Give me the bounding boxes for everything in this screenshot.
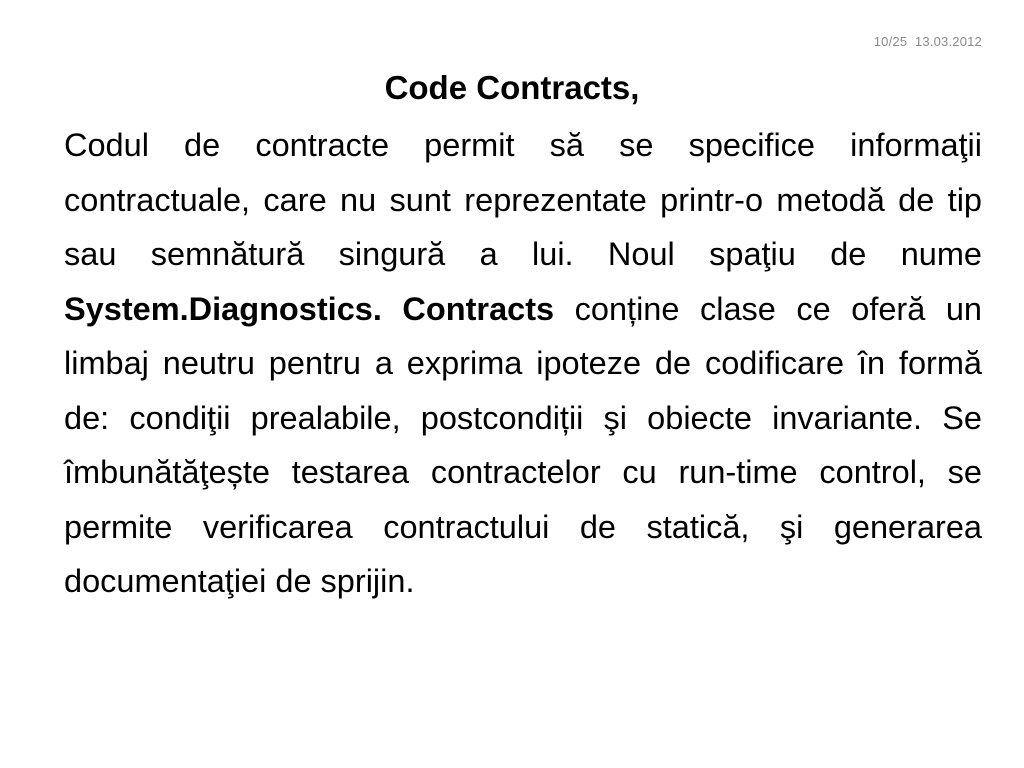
- meta-separator: [907, 34, 915, 49]
- slide-date: 13.03.2012: [914, 34, 982, 49]
- body-text-part-2: conține clase ce oferă un limbaj neutru pentru a exprima ipoteze de codificare în formă de: condiţii prealabile, postcondiții şi obiecte invariante. Se îmbunătăţește testarea contractelor cu run-time control, se permite verificarea contractului de statică, şi generarea documentaţiei de sprijin.: [64, 290, 982, 599]
- slide-body-paragraph: [64, 118, 982, 609]
- slide-meta: [874, 34, 982, 49]
- page-number: 10/25: [873, 34, 908, 49]
- body-text-part-1: Codul de contracte permit să se specifice informaţii contractuale, care nu sunt reprezentate printr-o metodă de tip sau semnătură singură a lui. Noul spaţiu de nume: [64, 127, 982, 272]
- slide-title: Code Contracts,: [384, 69, 640, 106]
- namespace-name: System.Diagnostics. Contracts: [64, 290, 555, 327]
